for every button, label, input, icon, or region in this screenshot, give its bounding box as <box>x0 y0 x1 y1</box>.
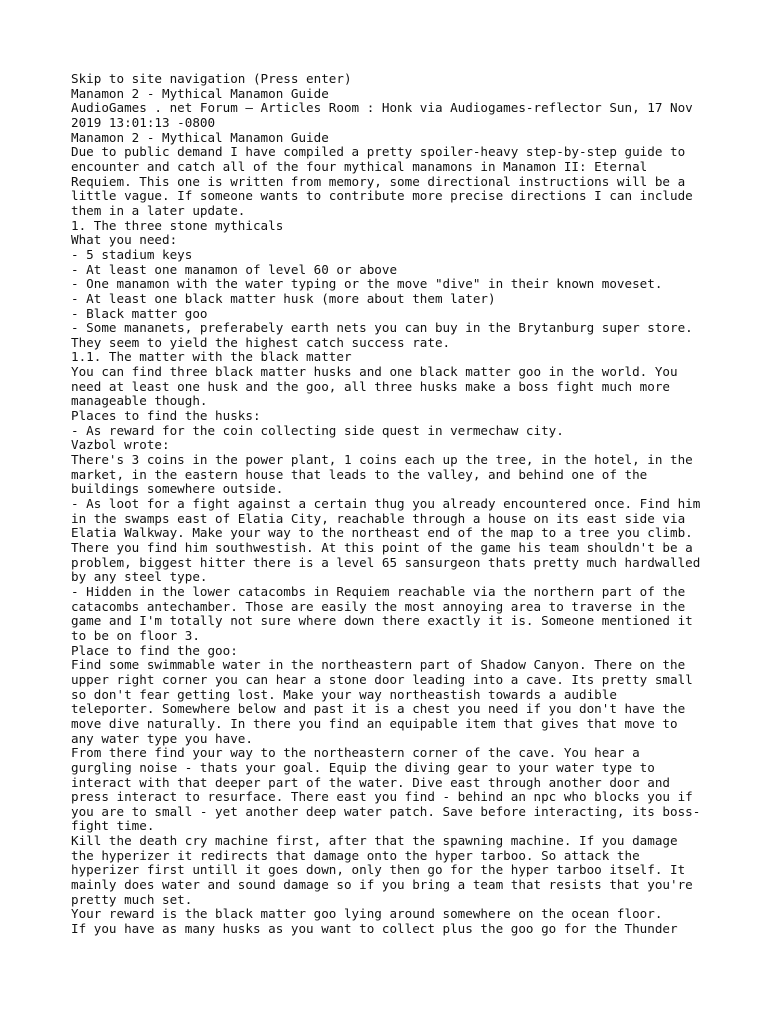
text-line: little vague. If someone wants to contribute more precise directions I can include <box>71 188 693 204</box>
text-line: Your reward is the black matter goo lying around somewhere on the ocean floor. <box>71 906 663 922</box>
section-heading: 1.1. The matter with the black matter <box>71 349 352 365</box>
section-heading: 1. The three stone mythicals <box>71 217 284 233</box>
list-item: - One manamon with the water typing or the move "dive" in their known moveset. <box>71 276 663 292</box>
source-line: AudioGames . net Forum — Articles Room : Honk via Audiogames-reflector Sun, 17 Nov <box>71 100 693 116</box>
quote-attribution: Vazbol wrote: <box>71 437 170 453</box>
text-line: Elatia Walkway. Make your way to the northeast end of the map to a tree you climb. <box>71 525 693 541</box>
text-line: mainly does water and sound damage so if you bring a team that resists that you're <box>71 877 693 893</box>
text-line: fight time. <box>71 818 155 834</box>
text-line: them in a later update. <box>71 202 246 218</box>
text-line: pretty much set. <box>71 891 193 907</box>
text-line: catacombs antechamber. Those are easily the most annoying area to traverse in the <box>71 598 686 614</box>
text-line: gurgling noise - thats your goal. Equip the diving gear to your water type to <box>71 759 655 775</box>
text-line: game and I'm totally not sure where down there exactly it is. Someone mentioned it <box>71 613 693 629</box>
subheading: Places to find the husks: <box>71 408 261 424</box>
text-line: You can find three black matter husks and one black matter goo in the world. You <box>71 364 678 380</box>
text-line: manageable though. <box>71 393 208 409</box>
text-line: press interact to resurface. There east you find - behind an npc who blocks you if <box>71 789 693 805</box>
article-body <box>71 72 711 937</box>
list-item: - At least one manamon of level 60 or above <box>71 261 398 277</box>
text-line: Kill the death cry machine first, after that the spawning machine. If you damage <box>71 833 678 849</box>
list-item: - Black matter goo <box>71 305 208 321</box>
text-line: in the swamps east of Elatia City, reachable through a house on its east side via <box>71 510 686 526</box>
source-date-line: 2019 13:01:13 -0800 <box>71 114 216 130</box>
subheading: What you need: <box>71 232 178 248</box>
text-line: From there find your way to the northeastern corner of the cave. You hear a <box>71 745 640 761</box>
list-item: - Hidden in the lower catacombs in Requiem reachable via the northern part of the <box>71 583 686 599</box>
text-line: so don't fear getting lost. Make your way northeastish towards a audible <box>71 686 617 702</box>
text-line: to be on floor 3. <box>71 627 200 643</box>
text-line: need at least one husk and the goo, all three husks make a boss fight much more <box>71 378 670 394</box>
text-line: by any steel type. <box>71 569 208 585</box>
list-item: - Some mananets, preferabely earth nets you can buy in the Brytanburg super store. <box>71 320 693 336</box>
text-line: upper right corner you can hear a stone door leading into a cave. Its pretty small <box>71 671 693 687</box>
text-line: move dive naturally. In there you find an equipable item that gives that move to <box>71 715 678 731</box>
subheading: Place to find the goo: <box>71 642 238 658</box>
text-line: you are to small - yet another deep water patch. Save before interacting, its boss- <box>71 803 701 819</box>
text-line: They seem to yield the highest catch success rate. <box>71 334 451 350</box>
list-item: - 5 stadium keys <box>71 246 193 262</box>
text-line: interact with that deeper part of the water. Dive east through another door and <box>71 774 670 790</box>
list-item: - As loot for a fight against a certain thug you already encountered once. Find him <box>71 496 701 512</box>
text-line: Find some swimmable water in the northeastern part of Shadow Canyon. There on the <box>71 657 686 673</box>
text-line: If you have as many husks as you want to collect plus the goo go for the Thunder <box>71 921 678 937</box>
text-line: hyperizer first untill it goes down, only then go for the hyper tarboo itself. It <box>71 862 686 878</box>
skip-navigation-link[interactable]: Skip to site navigation (Press enter) <box>71 71 352 86</box>
list-item: - At least one black matter husk (more about them later) <box>71 290 496 306</box>
article-title: Manamon 2 - Mythical Manamon Guide <box>71 129 329 145</box>
text-line: problem, biggest hitter there is a level 65 sansurgeon thats pretty much hardwalled <box>71 554 701 570</box>
text-line: teleporter. Somewhere below and past it is a chest you need if you don't have the <box>71 701 686 717</box>
list-item: - As reward for the coin collecting side quest in vermechaw city. <box>71 422 564 438</box>
quote-line: market, in the eastern house that leads to the valley, and behind one of the <box>71 466 648 482</box>
text-line: There you find him southwestish. At this point of the game his team shouldn't be a <box>71 540 693 555</box>
quote-line: There's 3 coins in the power plant, 1 coins each up the tree, in the hotel, in the <box>71 452 693 468</box>
text-line: the hyperizer it redirects that damage onto the hyper tarboo. So attack the <box>71 847 640 863</box>
text-line: any water type you have. <box>71 730 253 746</box>
text-line: Requiem. This one is written from memory, some directional instructions will be a <box>71 173 686 189</box>
text-line: encounter and catch all of the four mythical manamons in Manamon II: Eternal <box>71 158 648 174</box>
quote-line: buildings somewhere outside. <box>71 481 284 497</box>
page-title: Manamon 2 - Mythical Manamon Guide <box>71 85 329 101</box>
text-line: Due to public demand I have compiled a pretty spoiler-heavy step-by-step guide to <box>71 144 686 160</box>
